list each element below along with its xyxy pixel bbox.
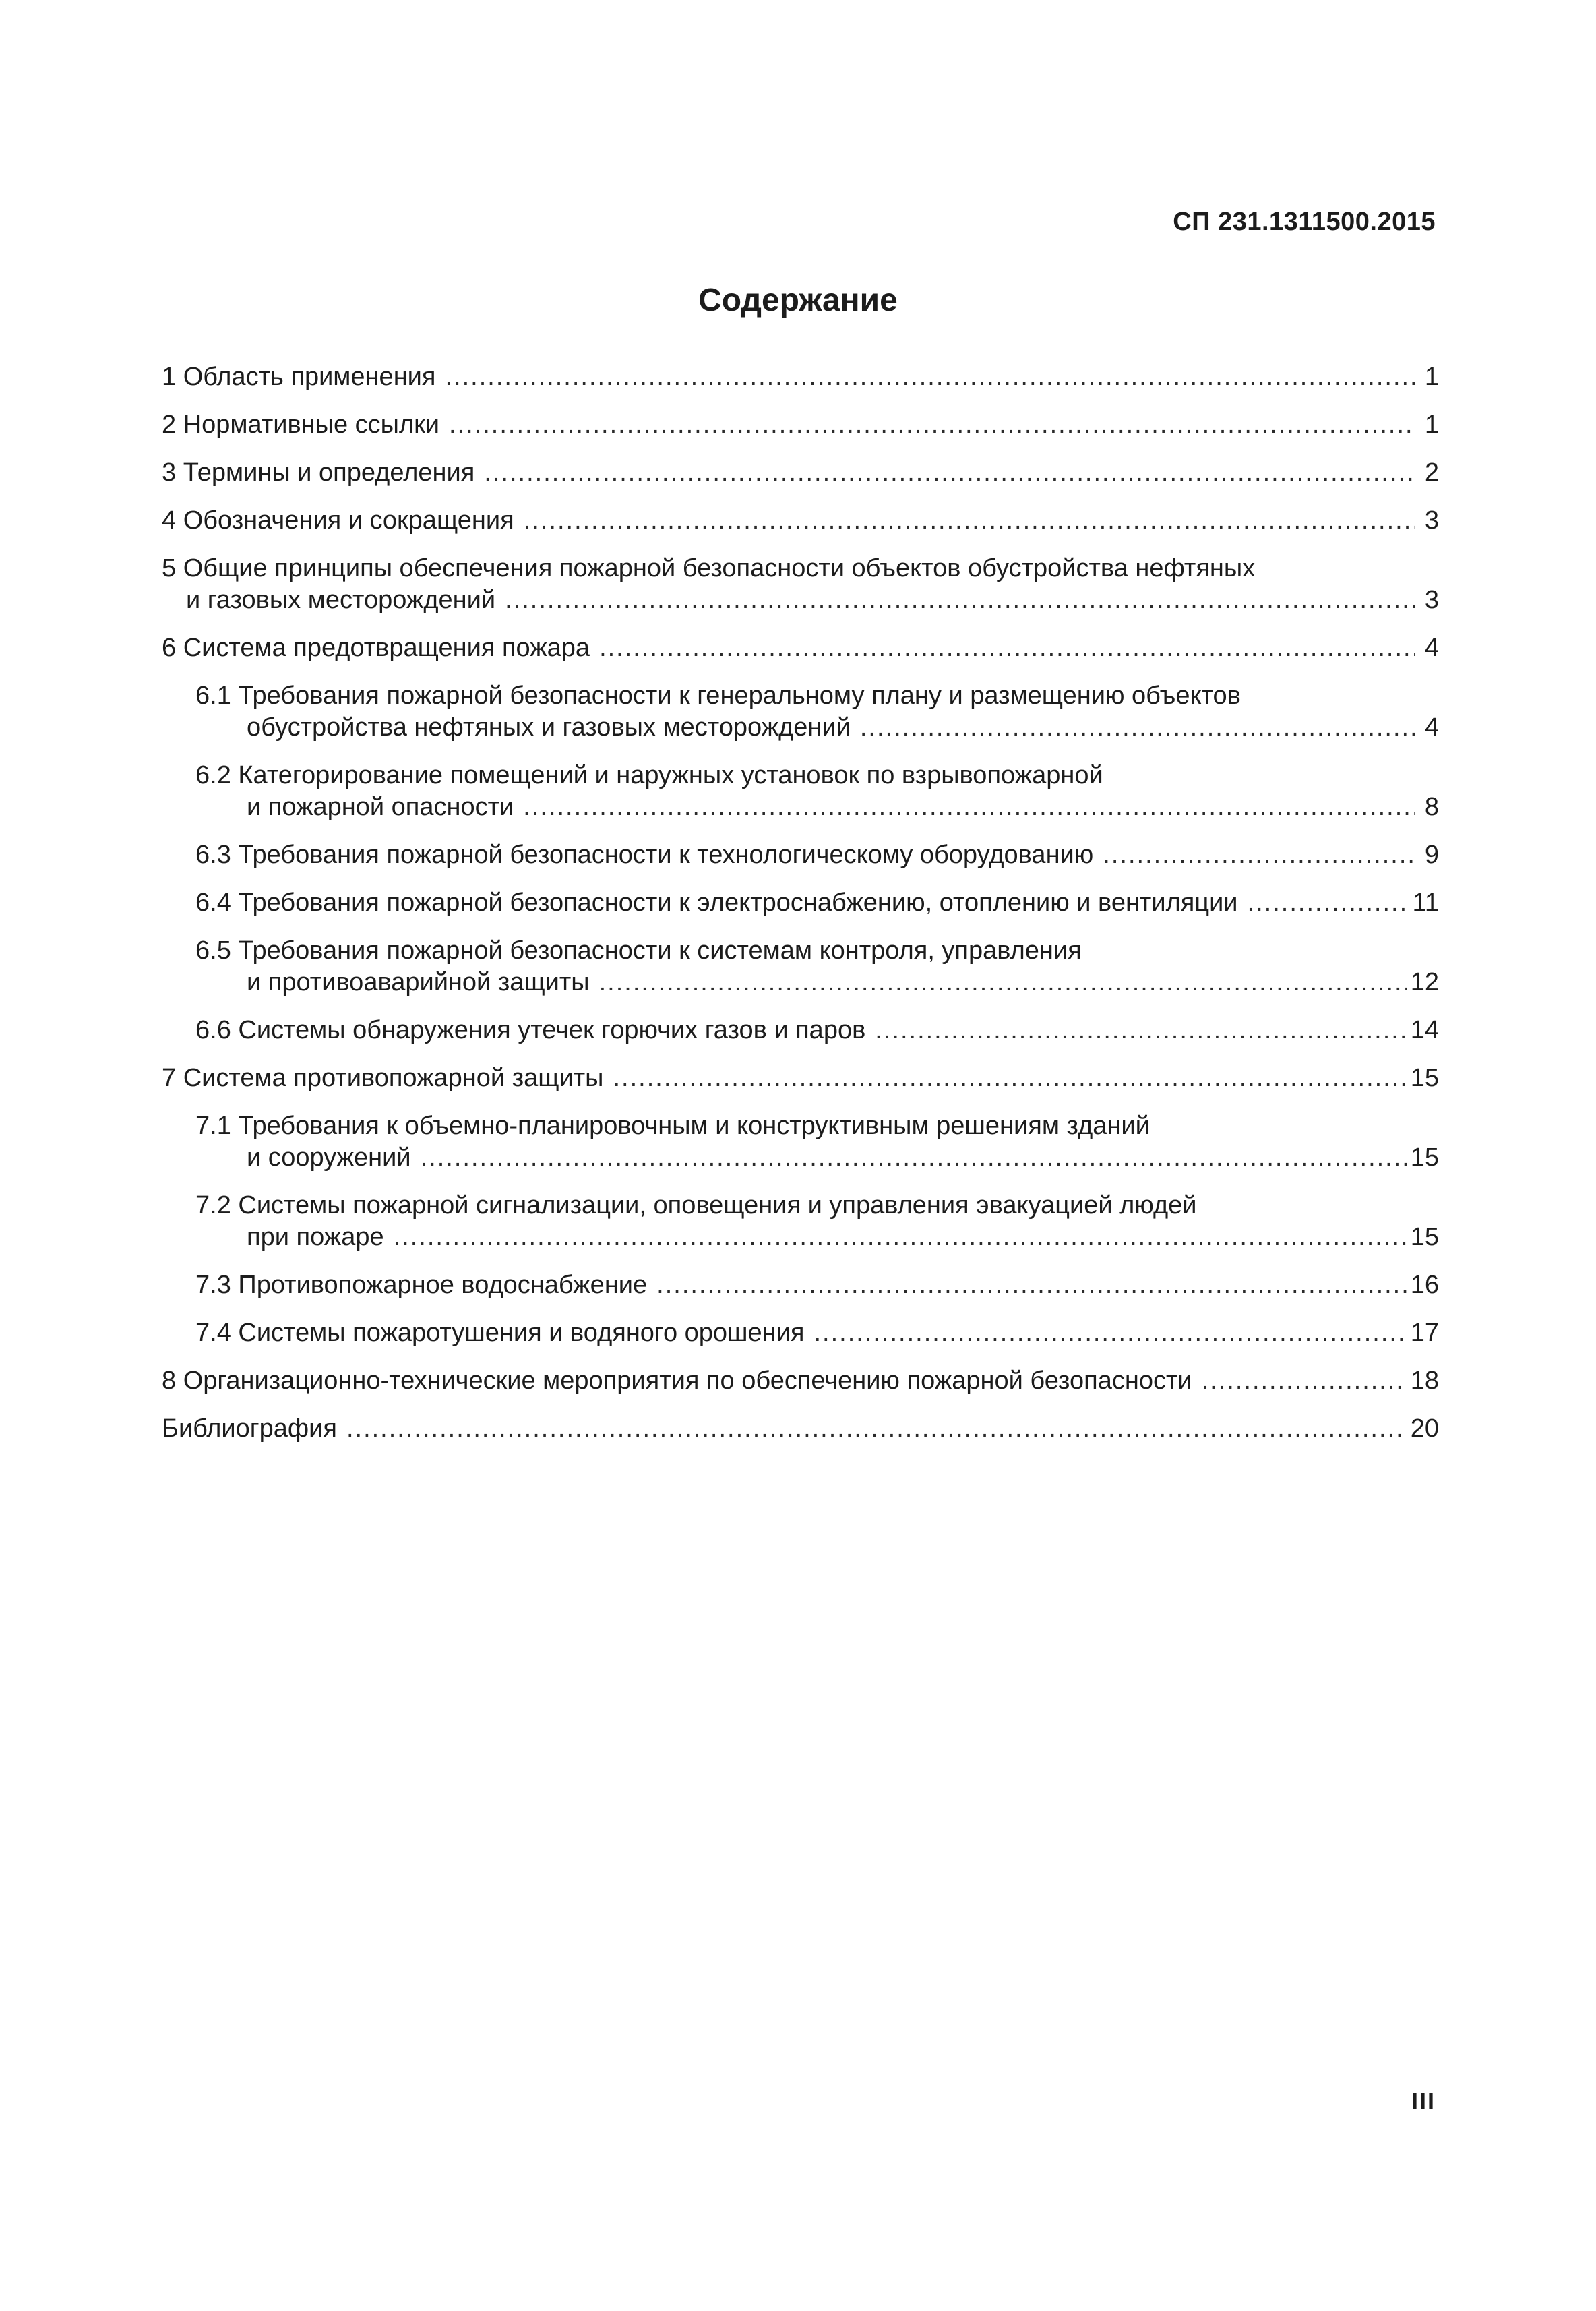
toc-page-number: 15 (1410, 1143, 1439, 1172)
toc-entry-title: 6 Система предотвращения пожара (162, 634, 590, 662)
toc-leader-dots (421, 1142, 1407, 1174)
toc-page-number: 15 (1410, 1064, 1439, 1092)
toc-leader-dots (1248, 887, 1409, 919)
toc-entry[interactable] (162, 1413, 1439, 1445)
toc-page-number: 4 (1424, 713, 1439, 742)
toc-entry[interactable] (162, 1015, 1439, 1046)
page-title: Содержание (698, 282, 898, 318)
toc-page-number: 11 (1412, 889, 1439, 917)
toc-entry-title: и сооружений (247, 1143, 411, 1172)
toc-entry-title: 1 Область применения (162, 363, 436, 391)
toc-page-number: 15 (1410, 1223, 1439, 1251)
toc-leader-dots (875, 1015, 1406, 1046)
toc-entry-title: 3 Термины и определения (162, 458, 475, 487)
toc-page-number: 1 (1424, 411, 1439, 439)
toc-leader-dots (524, 505, 1415, 537)
toc-entry-title: 4 Обозначения и сокращения (162, 506, 514, 535)
toc-entry-title: 7.1 Требования к объемно-планировочным и конструктивным решениям зданий (195, 1112, 1150, 1140)
toc-page-number: 3 (1424, 506, 1439, 535)
toc-entry[interactable] (162, 361, 1439, 393)
toc-entry[interactable] (162, 1062, 1439, 1094)
toc-entry-title: Библиография (162, 1414, 337, 1443)
toc-entry-title: 6.4 Требования пожарной безопасности к электроснабжению, отоплению и вентиляции (195, 889, 1238, 917)
toc-page-number: 4 (1424, 634, 1439, 662)
toc-entry-title: 6.6 Системы обнаружения утечек горючих газов и паров (195, 1016, 866, 1044)
toc-entry-title: 8 Организационно-технические мероприятия по обеспечению пожарной безопасности (162, 1367, 1192, 1395)
toc-leader-dots (484, 457, 1415, 489)
toc-entry[interactable] (162, 760, 1439, 823)
toc-entry-title: 7 Система противопожарной защиты (162, 1064, 604, 1092)
toc-entry-title: 7.3 Противопожарное водоснабжение (195, 1271, 648, 1299)
toc-leader-dots (1103, 839, 1415, 871)
toc-entry[interactable] (162, 1317, 1439, 1349)
toc-entry[interactable] (162, 1365, 1439, 1397)
toc-entry-title: и противоаварийной защиты (247, 968, 590, 996)
toc-leader-dots (599, 632, 1415, 664)
toc-entry[interactable] (162, 935, 1439, 998)
toc-leader-dots (523, 791, 1415, 823)
table-of-contents (162, 361, 1439, 1461)
toc-leader-dots (445, 361, 1415, 393)
toc-leader-dots (613, 1062, 1406, 1094)
toc-entry-title: 7.2 Системы пожарной сигнализации, оповещения и управления эвакуацией людей (195, 1191, 1197, 1220)
toc-entry-title: и газовых месторождений (186, 586, 496, 614)
toc-page-number: 8 (1424, 793, 1439, 821)
toc-entry-title: и пожарной опасности (247, 793, 514, 821)
toc-entry[interactable] (162, 632, 1439, 664)
toc-leader-dots (394, 1222, 1407, 1253)
toc-entry[interactable] (162, 505, 1439, 537)
toc-entry-title: при пожаре (247, 1223, 384, 1251)
toc-entry-title: 6.3 Требования пожарной безопасности к технологическому оборудованию (195, 841, 1094, 869)
toc-leader-dots (814, 1317, 1406, 1349)
toc-page-number: 2 (1424, 458, 1439, 487)
page-number: III (1411, 2087, 1436, 2115)
toc-page-number: 20 (1410, 1414, 1439, 1443)
toc-page-number: 14 (1410, 1016, 1439, 1044)
toc-entry[interactable] (162, 457, 1439, 489)
toc-entry-title: 6.1 Требования пожарной безопасности к генеральному плану и размещению объектов (195, 682, 1241, 710)
toc-page-number: 16 (1410, 1271, 1439, 1299)
toc-leader-dots (505, 584, 1415, 616)
toc-page-number: 17 (1410, 1319, 1439, 1347)
toc-entry-title: 6.2 Категорирование помещений и наружных установок по взрывопожарной (195, 761, 1103, 789)
toc-leader-dots (346, 1413, 1407, 1445)
toc-entry-title: 7.4 Системы пожаротушения и водяного орошения (195, 1319, 805, 1347)
toc-page-number: 3 (1424, 586, 1439, 614)
toc-entry-title: 6.5 Требования пожарной безопасности к системам контроля, управления (195, 936, 1082, 965)
toc-page-number: 18 (1410, 1367, 1439, 1395)
toc-entry[interactable] (162, 1269, 1439, 1301)
toc-entry[interactable] (162, 1110, 1439, 1174)
toc-entry[interactable] (162, 1190, 1439, 1253)
toc-entry[interactable] (162, 680, 1439, 744)
toc-entry-title: 5 Общие принципы обеспечения пожарной безопасности объектов обустройства нефтяных (162, 554, 1256, 582)
toc-leader-dots (860, 712, 1415, 744)
toc-entry[interactable] (162, 409, 1439, 441)
toc-page-number: 1 (1424, 363, 1439, 391)
toc-entry[interactable] (162, 553, 1439, 616)
toc-page-number: 12 (1410, 968, 1439, 996)
toc-entry[interactable] (162, 839, 1439, 871)
toc-page-number: 9 (1424, 841, 1439, 869)
toc-entry-title: 2 Нормативные ссылки (162, 411, 439, 439)
toc-leader-dots (449, 409, 1415, 441)
document-code: СП 231.1311500.2015 (1173, 208, 1436, 236)
toc-entry[interactable] (162, 887, 1439, 919)
toc-leader-dots (1202, 1365, 1407, 1397)
toc-entry-title: обустройства нефтяных и газовых месторождений (247, 713, 851, 742)
toc-leader-dots (656, 1269, 1407, 1301)
toc-leader-dots (599, 967, 1407, 998)
